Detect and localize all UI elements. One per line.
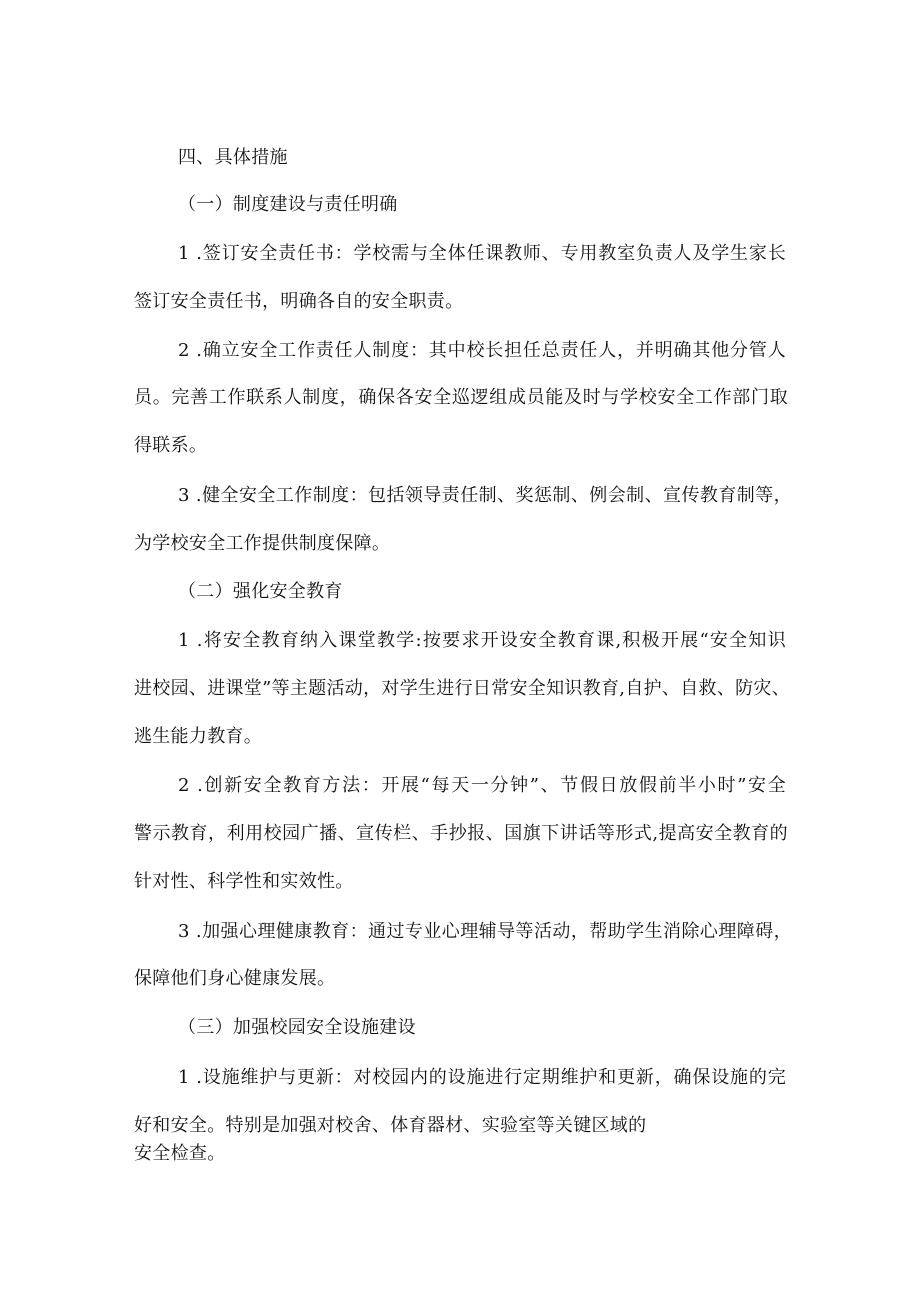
paragraph-line: 签订安全责任书，明确各自的安全职责。 xyxy=(134,291,464,312)
paragraph-line: 1 .设施维护与更新：对校园内的设施进行定期维护和更新，确保设施的完 xyxy=(178,1067,786,1088)
paragraph-line: 员。完善工作联系人制度，确保各安全巡逻组成员能及时与学校安全工作部门取 xyxy=(134,387,788,408)
paragraph-line: 进校园、进课堂”等主题活动，对学生进行日常安全知识教育,自护、自救、防灾、 xyxy=(134,678,791,699)
paragraph-line: 针对性、科学性和实效性。 xyxy=(134,871,354,892)
paragraph-line: 逃生能力教育。 xyxy=(134,726,263,747)
paragraph-line: 1 .将安全教育纳入课堂教学:按要求开设安全教育课,积极开展“安全知识 xyxy=(178,630,786,651)
paragraph-line: 3 .健全安全工作制度：包括领导责任制、奖惩制、例会制、宣传教育制等， xyxy=(178,485,792,506)
paragraph-line: 保障他们身心健康发展。 xyxy=(134,968,336,989)
paragraph-line: 2 .创新安全教育方法：开展“每天一分钟”、节假日放假前半小时”安全 xyxy=(178,775,786,796)
paragraph-line: 3 .加强心理健康教育：通过专业心理辅导等活动，帮助学生消除心理障碍， xyxy=(178,921,792,942)
section-heading: 四、具体措施 xyxy=(178,147,288,168)
paragraph-line: 警示教育，利用校园广播、宣传栏、手抄报、国旗下讲话等形式,提高安全教育的 xyxy=(134,823,788,844)
paragraph-line: 2 .确立安全工作责任人制度：其中校长担任总责任人，并明确其他分管人 xyxy=(178,340,786,361)
paragraph-line: 为学校安全工作提供制度保障。 xyxy=(134,533,391,554)
subsection-title-2: （二）强化安全教育 xyxy=(178,581,343,602)
paragraph-line: 安全检查。 xyxy=(134,1143,226,1164)
subsection-title-1: （一）制度建设与责任明确 xyxy=(178,194,398,215)
paragraph-line: 1 .签订安全责任书：学校需与全体任课教师、专用教室负责人及学生家长 xyxy=(178,243,786,264)
paragraph-line: 得联系。 xyxy=(134,435,208,456)
subsection-title-3: （三）加强校园安全设施建设 xyxy=(178,1017,416,1038)
paragraph-line: 好和安全。特别是加强对校舍、体育器材、实验室等关键区域的 xyxy=(134,1115,647,1136)
